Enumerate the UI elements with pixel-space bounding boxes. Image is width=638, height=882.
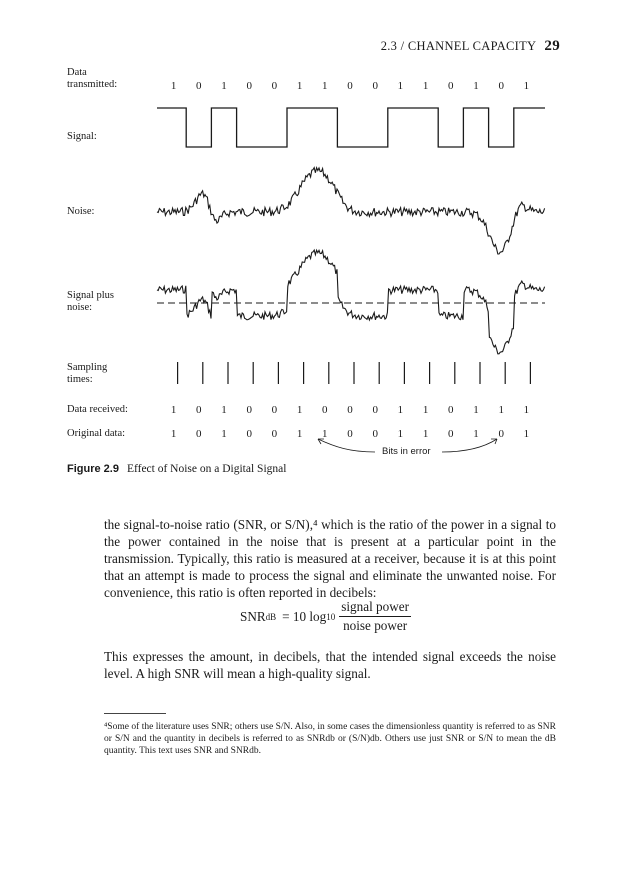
original-data-bit: 0 bbox=[271, 428, 278, 440]
signal-plus-noise-waveform bbox=[157, 250, 545, 354]
data-transmitted-bit: 1 bbox=[296, 80, 303, 92]
data-transmitted-bit: 0 bbox=[498, 80, 504, 92]
data-transmitted-bit: 0 bbox=[246, 80, 252, 92]
original-data-bit: 0 bbox=[196, 428, 202, 440]
data-transmitted-bit: 1 bbox=[523, 80, 530, 92]
figure-caption bbox=[67, 463, 286, 475]
noise-waveform bbox=[157, 168, 545, 254]
figure-caption-text: Effect of Noise on a Digital Signal bbox=[126, 463, 287, 475]
data-transmitted-bit: 0 bbox=[271, 80, 278, 92]
formula-numerator: signal power bbox=[339, 599, 411, 617]
formula-lhs-subscript: dB bbox=[265, 611, 277, 622]
data-received-bit: 1 bbox=[498, 404, 504, 416]
original-data-bit: 0 bbox=[372, 428, 378, 440]
footnote: ⁴Some of the literature uses SNR; others use S/N. Also, in some cases the dimensionless quantity is referred to as SNR or S/N and the quantity in decibels is referred to as SNRdb or (S/N)db. Others use just SNR or S/N to mean the dB quantity. This text uses SNR and SNRdb. bbox=[104, 722, 556, 756]
original-data-bit: 1 bbox=[170, 428, 177, 440]
body-paragraph-1 bbox=[104, 516, 556, 601]
original-data-bit: 1 bbox=[322, 428, 328, 440]
label-signal-plus-noise: Signal plus noise: bbox=[67, 290, 114, 313]
data-received-bit: 1 bbox=[523, 404, 530, 416]
formula-lhs: SNR bbox=[240, 608, 266, 624]
bits-in-error-label: Bits in error bbox=[382, 446, 431, 457]
data-received-bit: 1 bbox=[422, 404, 429, 416]
data-received-bit: 0 bbox=[271, 404, 278, 416]
footnote-rule bbox=[104, 713, 166, 714]
data-received-bit: 0 bbox=[372, 404, 378, 416]
data-transmitted-bit: 0 bbox=[347, 80, 353, 92]
label-signal: Signal: bbox=[67, 131, 97, 142]
data-received-bit: 0 bbox=[347, 404, 353, 416]
page-number: 29 bbox=[544, 38, 560, 54]
paragraph-2-text: This expresses the amount, in decibels, that the intended signal exceeds the noise level. A high SNR will mean a high-quality signal. bbox=[104, 649, 556, 681]
figure-caption-label: Figure 2.9 bbox=[67, 463, 119, 475]
data-transmitted-bit: 0 bbox=[196, 80, 202, 92]
label-noise: Noise: bbox=[67, 206, 95, 217]
original-data-bit: 1 bbox=[221, 428, 227, 440]
signal-trace bbox=[157, 108, 545, 147]
data-transmitted-bit: 1 bbox=[397, 80, 404, 92]
data-received-bit: 0 bbox=[322, 404, 328, 416]
data-transmitted-bit: 0 bbox=[372, 80, 378, 92]
data-transmitted-bit: 1 bbox=[221, 80, 227, 92]
data-received-bit: 1 bbox=[473, 404, 479, 416]
original-data-bit: 0 bbox=[448, 428, 454, 440]
data-transmitted-bit: 1 bbox=[473, 80, 479, 92]
original-data-bit: 1 bbox=[296, 428, 303, 440]
original-data-bit: 1 bbox=[422, 428, 429, 440]
original-data-bit: 1 bbox=[523, 428, 530, 440]
formula-denominator: noise power bbox=[343, 618, 408, 633]
body-paragraph-2 bbox=[104, 648, 556, 682]
sampling-time-markers bbox=[178, 362, 531, 384]
data-transmitted-bit: 1 bbox=[422, 80, 429, 92]
data-received-bit: 1 bbox=[296, 404, 303, 416]
original-data-bit: 1 bbox=[473, 428, 479, 440]
formula-log-subscript: 10 bbox=[326, 611, 336, 622]
section-title: 2.3 / CHANNEL CAPACITY bbox=[380, 39, 537, 53]
snr-formula bbox=[240, 599, 411, 634]
data-received-bit: 1 bbox=[170, 404, 177, 416]
paragraph-1-text: the signal-to-noise ratio (SNR, or S/N),⁴ which is the ratio of the power in a signal to the power contained in the noise that is present at a particular point in the transmission. Typically, this ratio is measured at a receiver, because it is at this point that an attempt is made to process the signal and eliminate the unwanted noise. For convenience, this ratio is often reported in decibels: bbox=[104, 517, 556, 600]
formula-equals-log: = 10 log bbox=[282, 608, 327, 624]
formula-fraction bbox=[339, 599, 411, 634]
data-received-bit: 0 bbox=[246, 404, 252, 416]
signal-waveform bbox=[157, 108, 545, 147]
label-sampling-times: Sampling times: bbox=[67, 362, 108, 385]
original-data-bit: 0 bbox=[246, 428, 252, 440]
label-data-received: Data received: bbox=[67, 404, 128, 415]
data-received-bit: 1 bbox=[397, 404, 404, 416]
original-data-bit: 0 bbox=[498, 428, 504, 440]
noise-trace bbox=[157, 168, 545, 254]
data-transmitted-bit: 1 bbox=[170, 80, 177, 92]
signal-plus-noise-trace bbox=[157, 250, 545, 354]
data-transmitted-bit: 0 bbox=[448, 80, 454, 92]
original-data-bit: 0 bbox=[347, 428, 353, 440]
label-data-transmitted: Data transmitted: bbox=[67, 67, 118, 90]
data-received-bit: 0 bbox=[448, 404, 454, 416]
data-received-bit: 0 bbox=[196, 404, 202, 416]
label-original-data: Original data: bbox=[67, 428, 126, 439]
data-received-bit: 1 bbox=[221, 404, 227, 416]
original-data-bit: 1 bbox=[397, 428, 404, 440]
data-transmitted-bit: 1 bbox=[322, 80, 328, 92]
